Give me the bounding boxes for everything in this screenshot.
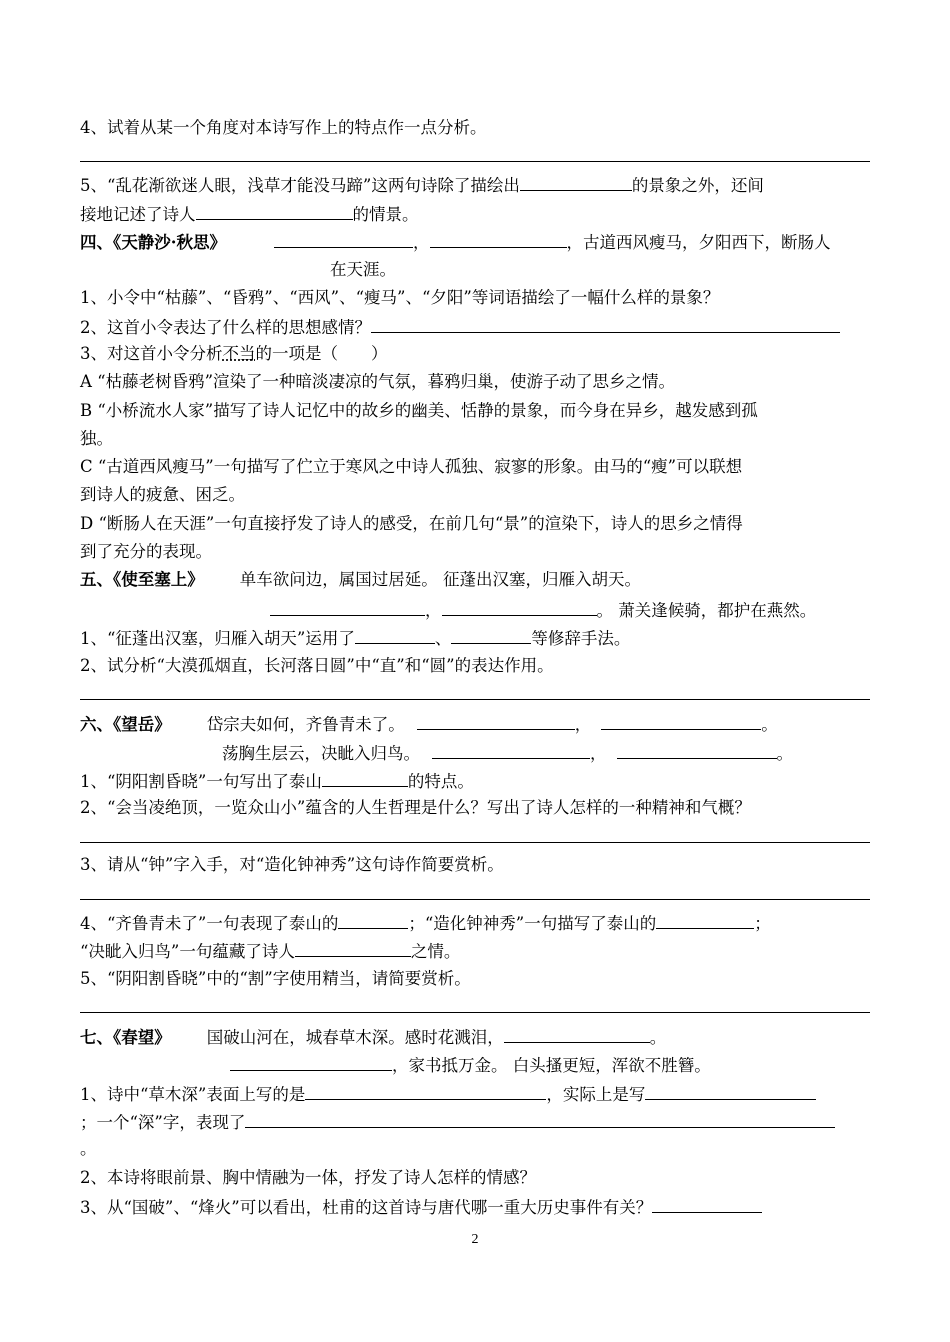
option-b: B “小桥流水人家”描写了诗人记忆中的故乡的幽美、恬静的景象，而今身在异乡，越发感到孤 <box>80 401 758 420</box>
answer-line[interactable] <box>80 699 870 700</box>
section-5-q1: 1、“征蓬出汉塞，归雁入胡天”运用了 、 等修辞手法。 <box>80 625 630 651</box>
blank[interactable] <box>617 740 777 759</box>
option-d-cont: 到了充分的表现。 <box>80 542 212 561</box>
blank[interactable] <box>230 1052 392 1071</box>
section-4-poem-cont: 在天涯。 <box>330 260 396 279</box>
answer-line[interactable] <box>80 1012 870 1013</box>
section-6-title: 六、《望岳》 <box>80 715 171 734</box>
section-7-q2: 2、本诗将眼前景、胸中情融为一体，抒发了诗人怎样的情感？ <box>80 1168 536 1187</box>
blank[interactable] <box>196 201 353 220</box>
section-6-q3: 3、请从“钟”字入手，对“造化钟神秀”这句诗作简要赏析。 <box>80 855 504 874</box>
section-5-title: 五、《使至塞上》 <box>80 570 204 589</box>
section-6-poem-cont: 荡胸生层云，决眦入归鸟。 ， 。 <box>222 740 793 766</box>
section-7-q1: 1、诗中“草木深”表面上写的是 ，实际上是写 <box>80 1081 816 1107</box>
blank[interactable] <box>245 1109 835 1128</box>
blank[interactable] <box>652 1194 762 1213</box>
section-4-q1: 1、小令中“枯藤”、“昏鸦”、“西风”、“瘦马”、“夕阳”等词语描绘了一幅什么样的景象？ <box>80 288 720 307</box>
option-d: D “断肠人在天涯”一句直接抒发了诗人的感受，在前几句“景”的渲染下，诗人的思乡之情得 <box>80 514 743 533</box>
option-c-cont: 到诗人的疲惫、困乏。 <box>80 485 245 504</box>
blank[interactable] <box>430 229 567 248</box>
section-4-q2: 2、这首小令表达了什么样的思想感情？ <box>80 314 840 340</box>
answer-line[interactable] <box>80 842 870 843</box>
blank[interactable] <box>504 1024 650 1043</box>
blank[interactable] <box>295 938 411 957</box>
blank[interactable] <box>451 625 531 644</box>
blank[interactable] <box>355 625 435 644</box>
section-6-q5: 5、“阴阳割昏晓”中的“割”字使用精当，请简要赏析。 <box>80 969 471 988</box>
question-3-4: 4、试着从某一个角度对本诗写作上的特点作一点分析。 <box>80 118 487 137</box>
blank[interactable] <box>270 597 425 616</box>
blank[interactable] <box>305 1081 546 1100</box>
option-c: C “古道西风瘦马”一句描写了伫立于寒风之中诗人孤独、寂寥的形象。由马的“瘦”可以联想 <box>80 457 743 476</box>
section-7-q3: 3、从“国破”、“烽火”可以看出，杜甫的这首诗与唐代哪一重大历史事件有关？ <box>80 1194 762 1220</box>
question-3-5-cont: 接地记述了诗人 的情景。 <box>80 201 419 227</box>
section-7-poem: 七、《春望》 国破山河在，城春草木深。感时花溅泪， 。 <box>80 1024 666 1050</box>
section-4-poem: 四、《天静沙·秋思》 ， ，古道西风瘦马，夕阳西下，断肠人 <box>80 229 831 255</box>
blank[interactable] <box>338 910 408 929</box>
section-6-q4: 4、“齐鲁青未了”一句表现了泰山的 ；“造化钟神秀”一句描写了泰山的 ； <box>80 910 771 936</box>
blank[interactable] <box>322 768 408 787</box>
section-6-poem: 六、《望岳》 岱宗夫如何，齐鲁青未了。 ， 。 <box>80 711 778 737</box>
section-7-q1-cont: ；一个“深”字，表现了 <box>80 1109 835 1135</box>
page-number: 2 <box>471 1232 479 1247</box>
section-5-poem: 五、《使至塞上》 单车欲问边，属国过居延。 征蓬出汉塞，归雁入胡天。 <box>80 570 641 589</box>
section-7-q1-end: 。 <box>80 1139 97 1158</box>
blank[interactable] <box>432 740 590 759</box>
section-5-q2: 2、试分析“大漠孤烟直，长河落日圆”中“直”和“圆”的表达作用。 <box>80 656 554 675</box>
blank[interactable] <box>520 172 632 191</box>
section-6-q2: 2、“会当凌绝顶，一览众山小”蕴含的人生哲理是什么？写出了诗人怎样的一种精神和气概？ <box>80 798 751 817</box>
section-6-q4-cont: “决眦入归鸟”一句蕴藏了诗人 之情。 <box>80 938 460 964</box>
blank[interactable] <box>442 597 597 616</box>
option-a: A “枯藤老树昏鸦”渲染了一种暗淡凄凉的气氛，暮鸦归巢，使游子动了思乡之情。 <box>80 372 676 391</box>
section-7-title: 七、《春望》 <box>80 1028 171 1047</box>
blank[interactable] <box>656 910 754 929</box>
blank[interactable] <box>274 229 413 248</box>
blank[interactable] <box>601 711 761 730</box>
blank[interactable] <box>417 711 575 730</box>
section-5-poem-cont: ， 。 萧关逢候骑，都护在燕然。 <box>270 597 816 623</box>
blank[interactable] <box>371 314 840 333</box>
section-7-poem-cont: ，家书抵万金。 白头搔更短，浑欲不胜簪。 <box>230 1052 711 1078</box>
answer-line[interactable] <box>80 899 870 900</box>
option-b-cont: 独。 <box>80 429 113 448</box>
answer-line[interactable] <box>80 161 870 162</box>
section-6-q1: 1、“阴阳割昏晓”一句写出了泰山 的特点。 <box>80 768 474 794</box>
question-3-5: 5、“乱花渐欲迷人眼，浅草才能没马蹄”这两句诗除了描绘出 的景象之外，还间 <box>80 172 764 198</box>
section-4-title: 四、《天静沙·秋思》 <box>80 233 226 252</box>
section-4-q3: 3、对这首小令分析不当的一项是（ ） <box>80 344 388 363</box>
blank[interactable] <box>645 1081 816 1100</box>
